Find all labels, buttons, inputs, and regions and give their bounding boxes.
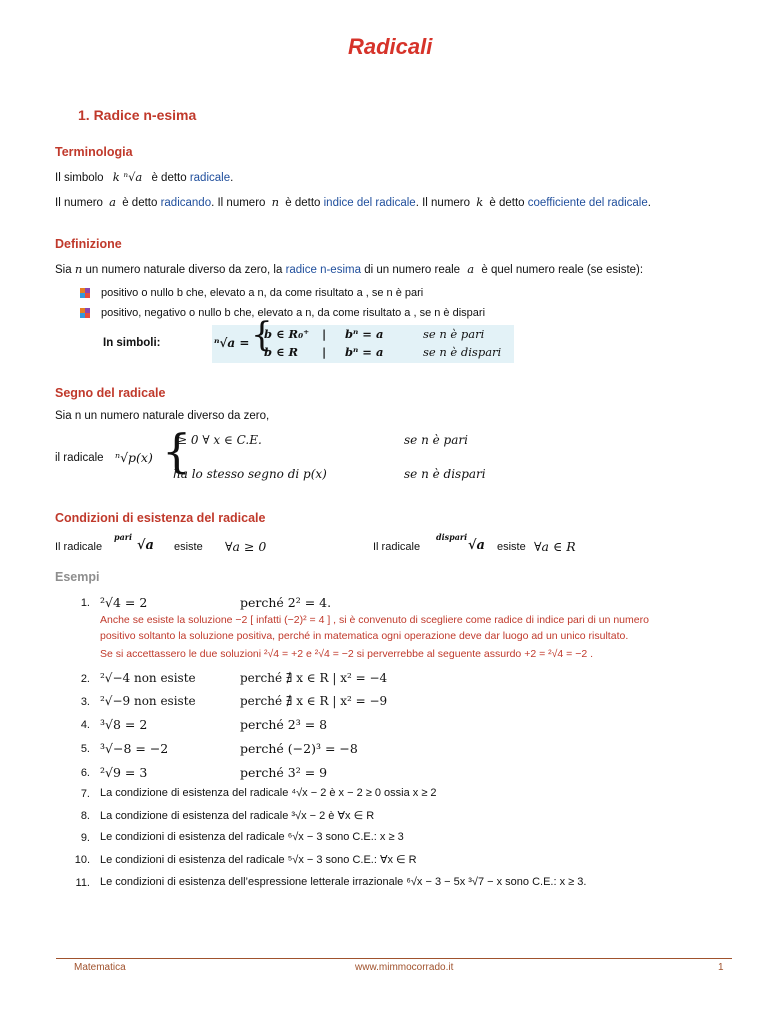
esempio-reason: perché 3² = 9	[240, 765, 328, 780]
condizioni-heading: Condizioni di esistenza del radicale	[55, 511, 266, 525]
condizioni-left-rad: √a	[137, 538, 154, 553]
esempio-number: 9.	[80, 832, 90, 844]
esempio-note: positivo soltanto la soluzione positiva, perché in matematica ogni operazione deve dar luogo ad un unico risultato.	[100, 630, 629, 642]
condizioni-left-sup: pari	[114, 532, 133, 542]
esempio-text: Le condizioni di esistenza del radicale ⁶√x − 3 sono C.E.: x ≥ 3	[100, 831, 404, 843]
bullet-icon	[80, 288, 90, 298]
footer-left: Matematica	[74, 962, 126, 973]
terminologia-line-1: Il simbolo k ⁿ√a è detto radicale.	[55, 170, 234, 184]
in-simboli-label: In simboli:	[103, 337, 161, 349]
sym-row-2-b: |	[322, 345, 327, 359]
esempio-number: 1.	[80, 597, 90, 609]
segno-case-1-a: ≥ 0 ∀ x ∈ C.E.	[177, 433, 262, 447]
sym-row-1-b: |	[322, 327, 327, 341]
footer-divider	[56, 958, 732, 959]
sym-row-2-d: se n è dispari	[423, 345, 502, 359]
condizioni-left-label: Il radicale	[55, 541, 103, 553]
esempio-note: Se si accettassero le due soluzioni ²√4 = +2 e ²√4 = −2 si perverrebbe al seguente assurdo +2 = ²√4 = −2 .	[100, 648, 593, 660]
esempio-expression: ²√9 = 3	[100, 765, 148, 780]
definizione-bullet-2: positivo, negativo o nullo b che, elevato a n, da come risultato a , se n è dispari	[101, 307, 486, 319]
footer-link[interactable]: www.mimmocorrado.it	[355, 962, 454, 973]
esempio-note: Anche se esiste la soluzione −2 [ infatti (−2)² = 4 ] , si è convenuto di scegliere come radice di indice pari di un numero	[100, 614, 649, 626]
esempio-expression: ²√−4 non esiste	[100, 671, 196, 685]
esempio-reason: perché 2³ = 8	[240, 717, 328, 732]
esempio-number: 5.	[80, 743, 90, 755]
terminologia-heading: Terminologia	[55, 145, 133, 159]
esempio-number: 4.	[80, 719, 90, 731]
segno-case-2-a: ha lo stesso segno di p(x)	[173, 467, 327, 481]
esempi-heading: Esempi	[55, 570, 100, 584]
segno-brace: {	[162, 424, 192, 478]
sym-row-1-d: se n è pari	[423, 327, 485, 341]
condizioni-right-label: Il radicale	[373, 541, 421, 553]
definizione-heading: Definizione	[55, 237, 122, 251]
segno-radical: ⁿ√p(x)	[115, 450, 153, 465]
esempio-expression: ²√−9 non esiste	[100, 694, 196, 708]
condizioni-right-rad: √a	[468, 538, 485, 553]
esempio-number: 2.	[80, 673, 90, 685]
condizioni-right-esiste: esiste	[497, 541, 526, 553]
segno-case-2-b: se n è dispari	[404, 467, 486, 481]
esempio-number: 7.	[80, 788, 90, 800]
esempio-reason: perché ∄ x ∈ R | x² = −9	[240, 694, 388, 708]
page-title: Radicali	[348, 34, 433, 59]
segno-il-radicale: il radicale	[55, 452, 104, 464]
condizioni-left-cond: ∀a ≥ 0	[225, 539, 267, 554]
page-number: 1	[718, 962, 724, 973]
esempio-reason: perché 2² = 4.	[240, 595, 332, 610]
condizioni-right-cond: ∀a ∈ R	[534, 539, 576, 554]
esempio-number: 3.	[80, 696, 90, 708]
esempio-text: Le condizioni di esistenza del radicale ⁵√x − 3 sono C.E.: ∀x ∈ R	[100, 854, 417, 866]
sym-brace: {	[251, 315, 273, 355]
sym-lhs: ⁿ√a =	[214, 336, 250, 350]
terminologia-line-2: Il numero a è detto radicando. Il numero n è detto indice del radicale. Il numero k è detto coefficiente del radicale.	[55, 195, 651, 209]
esempio-expression: ²√4 = 2	[100, 595, 148, 610]
esempio-text: La condizione di esistenza del radicale ⁴√x − 2 è x − 2 ≥ 0 ossia x ≥ 2	[100, 787, 437, 799]
segno-case-1-b: se n è pari	[404, 433, 468, 447]
sym-row-2-c: bⁿ = a	[345, 345, 384, 359]
bullet-icon	[80, 308, 90, 318]
sym-row-1-c: bⁿ = a	[345, 327, 384, 341]
esempio-number: 8.	[80, 810, 90, 822]
condizioni-right-sup: dispari	[436, 532, 468, 542]
segno-heading: Segno del radicale	[55, 386, 166, 400]
sym-row-1-a: b ∈ R₀⁺	[264, 327, 310, 341]
esempio-text: Le condizioni di esistenza dell’espressione letterale irrazionale ⁶√x − 3 − 5x ³√7 − x sono C.E.: x ≥ 3.	[100, 876, 587, 888]
segno-line-1: Sia n un numero naturale diverso da zero,	[55, 410, 270, 422]
esempio-number: 6.	[80, 767, 90, 779]
definizione-bullet-1: positivo o nullo b che, elevato a n, da come risultato a , se n è pari	[101, 287, 424, 299]
condizioni-left-esiste: esiste	[174, 541, 203, 553]
esempio-expression: ³√8 = 2	[100, 717, 148, 732]
esempio-number: 11.	[75, 877, 90, 889]
esempio-expression: ³√−8 = −2	[100, 741, 169, 756]
esempio-text: La condizione di esistenza del radicale ³√x − 2 è ∀x ∈ R	[100, 810, 375, 822]
esempio-number: 10.	[74, 854, 90, 866]
section-heading: 1. Radice n-esima	[78, 107, 197, 123]
esempio-reason: perché ∄ x ∈ R | x² = −4	[240, 671, 388, 685]
definizione-line-1: Sia n un numero naturale diverso da zero, la radice n-esima di un numero reale a è quel numero reale (se esiste):	[55, 262, 644, 276]
esempio-reason: perché (−2)³ = −8	[240, 741, 358, 756]
sym-row-2-a: b ∈ R	[264, 345, 299, 359]
